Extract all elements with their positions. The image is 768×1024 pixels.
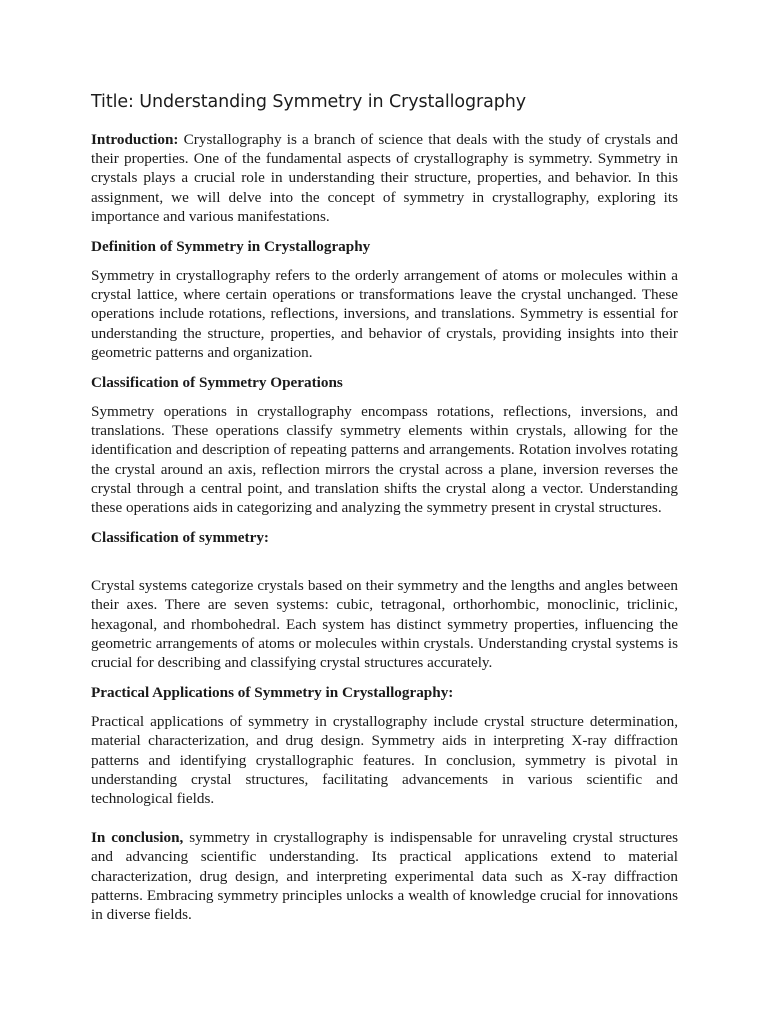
section-heading-operations: Classification of Symmetry Operations	[91, 374, 343, 392]
document-title: Title: Understanding Symmetry in Crystallography	[91, 92, 526, 112]
section-heading-applications: Practical Applications of Symmetry in Crystallography:	[91, 684, 454, 702]
intro-paragraph	[91, 130, 678, 226]
conclusion-text: symmetry in crystallography is indispensable for unraveling crystal structures and advancing scientific understanding. Its practical applications extend to material characterization, drug design, and interpreting experimental data such as X-ray diffraction patterns. Embracing symmetry principles unlocks a wealth of knowledge crucial for innovations in diverse fields.	[91, 829, 678, 924]
conclusion-lead: In conclusion,	[91, 829, 184, 847]
conclusion-paragraph	[91, 828, 678, 924]
section-heading-definition: Definition of Symmetry in Crystallography	[91, 238, 371, 256]
section-body-classification: Crystal systems categorize crystals based on their symmetry and the lengths and angles between their axes. There are seven systems: cubic, tetragonal, orthorhombic, monoclinic, triclinic, hexagonal, and rhombohedral. Each system has distinct symmetry properties, influencing the geometric arrangements of atoms or molecules within crystals. Understanding crystal systems is crucial for describing and classifying crystal structures accurately.	[91, 577, 678, 672]
document-body	[91, 88, 678, 924]
intro-lead: Introduction:	[91, 131, 179, 148]
section-heading-classification: Classification of symmetry:	[91, 529, 269, 547]
intro-text: Crystallography is a branch of science that deals with the study of crystals and their properties. One of the fundamental aspects of crystallography is symmetry. Symmetry in crystals plays a crucial role in understanding their structure, properties, and behavior. In this assignment, we will delve into the concept of symmetry in crystallography, exploring its importance and various manifestations.	[91, 131, 678, 225]
section-body-operations: Symmetry operations in crystallography encompass rotations, reflections, inversions, and translations. These operations classify symmetry elements within crystals, allowing for the identification and description of repeating patterns and arrangements. Rotation involves rotating the crystal around an axis, reflection mirrors the crystal across a plane, inversion reverses the crystal through a central point, and translation shifts the crystal along a vector. Understanding these operations aids in categorizing and analyzing the symmetry present in crystal structures.	[91, 403, 678, 517]
section-body-definition: Symmetry in crystallography refers to the orderly arrangement of atoms or molecules within a crystal lattice, where certain operations or transformations leave the crystal unchanged. These operations include rotations, reflections, inversions, and translations. Symmetry is essential for understanding the structure, properties, and behavior of crystals, providing insights into their geometric patterns and organization.	[91, 267, 678, 361]
section-body-applications: Practical applications of symmetry in crystallography include crystal structure determination, material characterization, and drug design. Symmetry aids in interpreting X-ray diffraction patterns and identifying crystallographic features. In conclusion, symmetry is pivotal in understanding crystal structures, facilitating advancements in various scientific and technological fields.	[91, 713, 678, 808]
